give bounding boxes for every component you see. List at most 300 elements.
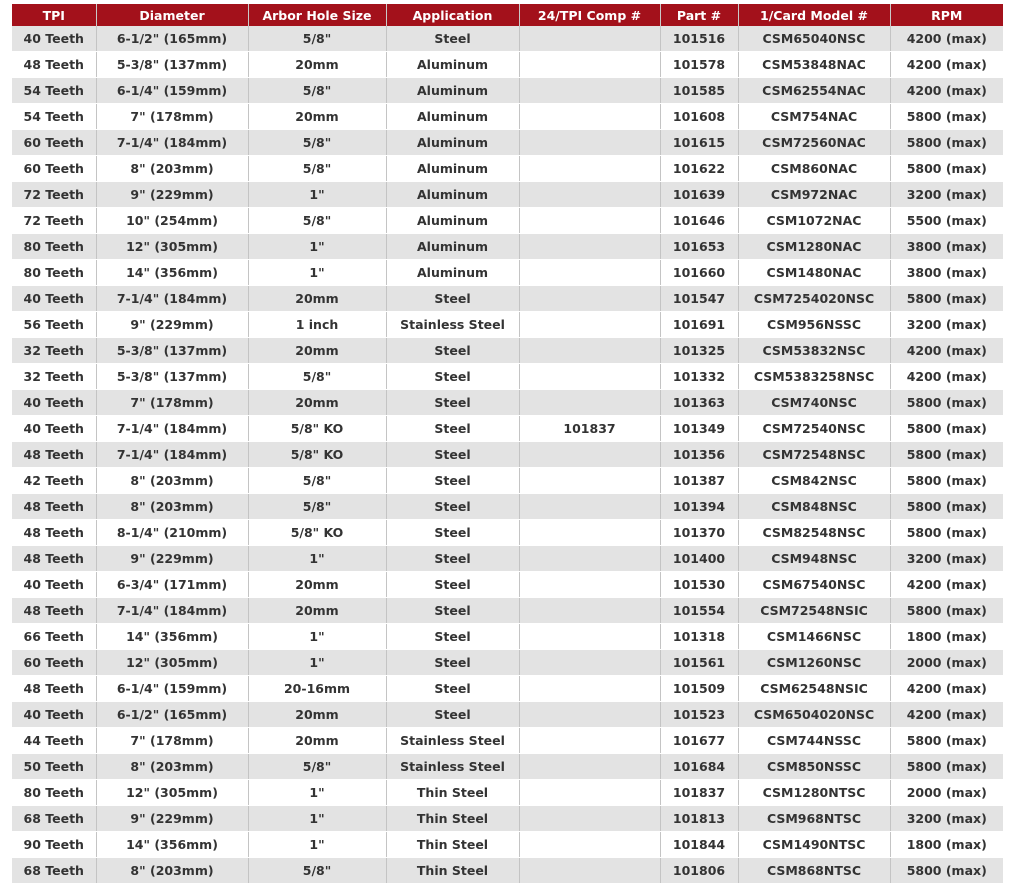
table-row [12, 416, 1003, 442]
cell-rpm: 3200 (max) [890, 182, 1003, 208]
cell-tpi: 54 Teeth [12, 78, 96, 104]
cell-diameter: 8" (203mm) [96, 156, 248, 182]
cell-tpi: 60 Teeth [12, 156, 96, 182]
table-row [12, 234, 1003, 260]
cell-model-number: CSM7254020NSC [738, 286, 890, 312]
table-row [12, 702, 1003, 728]
cell-application: Thin Steel [386, 806, 519, 832]
cell-arbor-hole-size: 5/8" [248, 26, 386, 52]
cell-model-number: CSM62548NSIC [738, 676, 890, 702]
table-row [12, 728, 1003, 754]
cell-part-number: 101622 [660, 156, 738, 182]
cell-model-number: CSM1280NAC [738, 234, 890, 260]
table-row [12, 26, 1003, 52]
table-row [12, 312, 1003, 338]
cell-arbor-hole-size: 5/8" [248, 78, 386, 104]
cell-comp-number [519, 624, 660, 650]
cell-rpm: 5800 (max) [890, 598, 1003, 624]
cell-application: Steel [386, 338, 519, 364]
cell-arbor-hole-size: 5/8" KO [248, 520, 386, 546]
cell-diameter: 7-1/4" (184mm) [96, 416, 248, 442]
cell-application: Thin Steel [386, 780, 519, 806]
table-row [12, 156, 1003, 182]
cell-tpi: 40 Teeth [12, 416, 96, 442]
cell-comp-number [519, 442, 660, 468]
cell-arbor-hole-size: 20mm [248, 338, 386, 364]
cell-application: Steel [386, 494, 519, 520]
table-row [12, 52, 1003, 78]
cell-model-number: CSM1260NSC [738, 650, 890, 676]
cell-application: Aluminum [386, 208, 519, 234]
cell-diameter: 12" (305mm) [96, 650, 248, 676]
table-body [12, 26, 1003, 884]
cell-diameter: 14" (356mm) [96, 260, 248, 286]
cell-rpm: 5800 (max) [890, 858, 1003, 884]
cell-diameter: 12" (305mm) [96, 780, 248, 806]
cell-application: Steel [386, 442, 519, 468]
cell-comp-number [519, 572, 660, 598]
cell-model-number: CSM972NAC [738, 182, 890, 208]
cell-part-number: 101646 [660, 208, 738, 234]
cell-rpm: 4200 (max) [890, 78, 1003, 104]
cell-application: Steel [386, 520, 519, 546]
cell-application: Steel [386, 416, 519, 442]
cell-tpi: 48 Teeth [12, 494, 96, 520]
cell-rpm: 1800 (max) [890, 624, 1003, 650]
cell-rpm: 5800 (max) [890, 494, 1003, 520]
cell-arbor-hole-size: 5/8" [248, 156, 386, 182]
cell-part-number: 101684 [660, 754, 738, 780]
cell-tpi: 80 Teeth [12, 234, 96, 260]
cell-comp-number [519, 754, 660, 780]
table-row [12, 78, 1003, 104]
cell-part-number: 101394 [660, 494, 738, 520]
cell-application: Steel [386, 572, 519, 598]
table-row [12, 546, 1003, 572]
cell-diameter: 6-1/4" (159mm) [96, 676, 248, 702]
cell-diameter: 8" (203mm) [96, 858, 248, 884]
cell-diameter: 7" (178mm) [96, 390, 248, 416]
cell-model-number: CSM848NSC [738, 494, 890, 520]
spec-table-container [12, 4, 1003, 884]
cell-comp-number [519, 702, 660, 728]
cell-tpi: 48 Teeth [12, 676, 96, 702]
cell-rpm: 1800 (max) [890, 832, 1003, 858]
cell-part-number: 101837 [660, 780, 738, 806]
cell-rpm: 3800 (max) [890, 260, 1003, 286]
cell-model-number: CSM1480NAC [738, 260, 890, 286]
cell-comp-number [519, 52, 660, 78]
cell-rpm: 5800 (max) [890, 130, 1003, 156]
cell-arbor-hole-size: 5/8" KO [248, 442, 386, 468]
table-row [12, 598, 1003, 624]
cell-rpm: 4200 (max) [890, 676, 1003, 702]
cell-comp-number [519, 156, 660, 182]
cell-comp-number [519, 26, 660, 52]
cell-application: Steel [386, 26, 519, 52]
cell-tpi: 72 Teeth [12, 182, 96, 208]
cell-diameter: 14" (356mm) [96, 624, 248, 650]
cell-diameter: 5-3/8" (137mm) [96, 364, 248, 390]
table-row [12, 468, 1003, 494]
cell-application: Stainless Steel [386, 312, 519, 338]
cell-comp-number [519, 832, 660, 858]
cell-comp-number [519, 390, 660, 416]
cell-model-number: CSM6504020NSC [738, 702, 890, 728]
cell-comp-number [519, 182, 660, 208]
cell-arbor-hole-size: 1" [248, 260, 386, 286]
cell-part-number: 101530 [660, 572, 738, 598]
cell-comp-number [519, 260, 660, 286]
cell-arbor-hole-size: 20mm [248, 702, 386, 728]
cell-tpi: 56 Teeth [12, 312, 96, 338]
cell-part-number: 101332 [660, 364, 738, 390]
table-row [12, 104, 1003, 130]
cell-tpi: 50 Teeth [12, 754, 96, 780]
cell-tpi: 80 Teeth [12, 780, 96, 806]
cell-part-number: 101516 [660, 26, 738, 52]
cell-application: Thin Steel [386, 832, 519, 858]
cell-arbor-hole-size: 1" [248, 780, 386, 806]
cell-rpm: 5800 (max) [890, 442, 1003, 468]
cell-model-number: CSM82548NSC [738, 520, 890, 546]
cell-rpm: 5800 (max) [890, 416, 1003, 442]
cell-rpm: 5800 (max) [890, 468, 1003, 494]
cell-rpm: 5800 (max) [890, 754, 1003, 780]
cell-diameter: 5-3/8" (137mm) [96, 338, 248, 364]
cell-part-number: 101523 [660, 702, 738, 728]
cell-application: Steel [386, 676, 519, 702]
cell-diameter: 8" (203mm) [96, 494, 248, 520]
cell-application: Stainless Steel [386, 728, 519, 754]
column-header-model-number: 1/Card Model # [738, 4, 890, 26]
table-row [12, 650, 1003, 676]
cell-rpm: 4200 (max) [890, 702, 1003, 728]
table-row [12, 442, 1003, 468]
cell-diameter: 9" (229mm) [96, 546, 248, 572]
cell-part-number: 101509 [660, 676, 738, 702]
column-header-rpm: RPM [890, 4, 1003, 26]
cell-comp-number [519, 104, 660, 130]
cell-rpm: 3200 (max) [890, 806, 1003, 832]
cell-tpi: 40 Teeth [12, 286, 96, 312]
table-row [12, 624, 1003, 650]
cell-rpm: 5800 (max) [890, 520, 1003, 546]
cell-comp-number [519, 676, 660, 702]
cell-rpm: 5800 (max) [890, 728, 1003, 754]
cell-arbor-hole-size: 20mm [248, 104, 386, 130]
table-row [12, 520, 1003, 546]
cell-arbor-hole-size: 20-16mm [248, 676, 386, 702]
cell-model-number: CSM5383258NSC [738, 364, 890, 390]
header-row [12, 4, 1003, 26]
blade-spec-table [12, 4, 1003, 884]
cell-rpm: 2000 (max) [890, 650, 1003, 676]
cell-rpm: 5800 (max) [890, 156, 1003, 182]
cell-tpi: 48 Teeth [12, 52, 96, 78]
cell-model-number: CSM850NSSC [738, 754, 890, 780]
column-header-diameter: Diameter [96, 4, 248, 26]
cell-tpi: 44 Teeth [12, 728, 96, 754]
table-row [12, 494, 1003, 520]
cell-tpi: 68 Teeth [12, 806, 96, 832]
cell-tpi: 48 Teeth [12, 546, 96, 572]
cell-arbor-hole-size: 20mm [248, 390, 386, 416]
table-header [12, 4, 1003, 26]
cell-rpm: 4200 (max) [890, 52, 1003, 78]
cell-diameter: 7" (178mm) [96, 728, 248, 754]
table-row [12, 832, 1003, 858]
cell-diameter: 7" (178mm) [96, 104, 248, 130]
cell-model-number: CSM842NSC [738, 468, 890, 494]
cell-model-number: CSM62554NAC [738, 78, 890, 104]
cell-arbor-hole-size: 5/8" [248, 754, 386, 780]
cell-rpm: 5800 (max) [890, 104, 1003, 130]
cell-part-number: 101639 [660, 182, 738, 208]
cell-part-number: 101387 [660, 468, 738, 494]
cell-arbor-hole-size: 1" [248, 182, 386, 208]
cell-application: Steel [386, 546, 519, 572]
cell-comp-number [519, 468, 660, 494]
cell-arbor-hole-size: 1" [248, 234, 386, 260]
cell-model-number: CSM740NSC [738, 390, 890, 416]
cell-part-number: 101660 [660, 260, 738, 286]
cell-diameter: 8" (203mm) [96, 754, 248, 780]
cell-tpi: 66 Teeth [12, 624, 96, 650]
cell-tpi: 60 Teeth [12, 130, 96, 156]
table-row [12, 754, 1003, 780]
cell-arbor-hole-size: 1 inch [248, 312, 386, 338]
cell-arbor-hole-size: 20mm [248, 598, 386, 624]
cell-tpi: 48 Teeth [12, 442, 96, 468]
cell-model-number: CSM968NTSC [738, 806, 890, 832]
cell-part-number: 101400 [660, 546, 738, 572]
cell-tpi: 48 Teeth [12, 520, 96, 546]
cell-comp-number [519, 364, 660, 390]
cell-tpi: 90 Teeth [12, 832, 96, 858]
cell-part-number: 101608 [660, 104, 738, 130]
cell-model-number: CSM1072NAC [738, 208, 890, 234]
column-header-arbor-hole-size: Arbor Hole Size [248, 4, 386, 26]
cell-comp-number [519, 806, 660, 832]
cell-application: Aluminum [386, 182, 519, 208]
cell-model-number: CSM53832NSC [738, 338, 890, 364]
table-row [12, 364, 1003, 390]
cell-model-number: CSM65040NSC [738, 26, 890, 52]
cell-arbor-hole-size: 5/8" [248, 208, 386, 234]
cell-comp-number [519, 546, 660, 572]
cell-part-number: 101578 [660, 52, 738, 78]
cell-arbor-hole-size: 1" [248, 832, 386, 858]
cell-part-number: 101677 [660, 728, 738, 754]
cell-tpi: 40 Teeth [12, 702, 96, 728]
cell-diameter: 6-1/4" (159mm) [96, 78, 248, 104]
cell-comp-number [519, 78, 660, 104]
cell-model-number: CSM72560NAC [738, 130, 890, 156]
cell-model-number: CSM72540NSC [738, 416, 890, 442]
cell-diameter: 6-1/2" (165mm) [96, 702, 248, 728]
cell-arbor-hole-size: 1" [248, 806, 386, 832]
cell-rpm: 5500 (max) [890, 208, 1003, 234]
cell-rpm: 4200 (max) [890, 338, 1003, 364]
cell-application: Aluminum [386, 156, 519, 182]
cell-arbor-hole-size: 5/8" [248, 468, 386, 494]
table-row [12, 780, 1003, 806]
cell-application: Steel [386, 286, 519, 312]
table-row [12, 260, 1003, 286]
cell-tpi: 68 Teeth [12, 858, 96, 884]
cell-application: Steel [386, 390, 519, 416]
cell-part-number: 101318 [660, 624, 738, 650]
cell-part-number: 101561 [660, 650, 738, 676]
cell-tpi: 80 Teeth [12, 260, 96, 286]
cell-model-number: CSM72548NSIC [738, 598, 890, 624]
cell-arbor-hole-size: 5/8" [248, 130, 386, 156]
cell-application: Steel [386, 468, 519, 494]
cell-arbor-hole-size: 5/8" KO [248, 416, 386, 442]
cell-model-number: CSM956NSSC [738, 312, 890, 338]
table-row [12, 858, 1003, 884]
cell-comp-number [519, 234, 660, 260]
cell-tpi: 60 Teeth [12, 650, 96, 676]
cell-application: Steel [386, 650, 519, 676]
cell-application: Steel [386, 364, 519, 390]
table-row [12, 390, 1003, 416]
cell-diameter: 7-1/4" (184mm) [96, 442, 248, 468]
cell-model-number: CSM744NSSC [738, 728, 890, 754]
cell-rpm: 2000 (max) [890, 780, 1003, 806]
cell-application: Aluminum [386, 260, 519, 286]
table-row [12, 182, 1003, 208]
cell-application: Steel [386, 702, 519, 728]
cell-diameter: 7-1/4" (184mm) [96, 130, 248, 156]
cell-comp-number [519, 286, 660, 312]
cell-rpm: 3800 (max) [890, 234, 1003, 260]
cell-comp-number [519, 494, 660, 520]
cell-part-number: 101615 [660, 130, 738, 156]
cell-part-number: 101349 [660, 416, 738, 442]
cell-comp-number [519, 858, 660, 884]
cell-diameter: 7-1/4" (184mm) [96, 598, 248, 624]
cell-part-number: 101356 [660, 442, 738, 468]
cell-diameter: 5-3/8" (137mm) [96, 52, 248, 78]
cell-arbor-hole-size: 20mm [248, 572, 386, 598]
cell-application: Thin Steel [386, 858, 519, 884]
cell-part-number: 101554 [660, 598, 738, 624]
cell-comp-number [519, 130, 660, 156]
cell-part-number: 101363 [660, 390, 738, 416]
cell-tpi: 40 Teeth [12, 390, 96, 416]
cell-arbor-hole-size: 20mm [248, 728, 386, 754]
cell-part-number: 101844 [660, 832, 738, 858]
column-header-comp-number: 24/TPI Comp # [519, 4, 660, 26]
cell-model-number: CSM860NAC [738, 156, 890, 182]
cell-diameter: 7-1/4" (184mm) [96, 286, 248, 312]
cell-diameter: 9" (229mm) [96, 182, 248, 208]
cell-application: Aluminum [386, 78, 519, 104]
cell-rpm: 5800 (max) [890, 390, 1003, 416]
cell-tpi: 48 Teeth [12, 598, 96, 624]
table-row [12, 130, 1003, 156]
cell-application: Aluminum [386, 234, 519, 260]
cell-tpi: 40 Teeth [12, 26, 96, 52]
cell-model-number: CSM1466NSC [738, 624, 890, 650]
cell-arbor-hole-size: 20mm [248, 286, 386, 312]
cell-tpi: 32 Teeth [12, 364, 96, 390]
cell-model-number: CSM868NTSC [738, 858, 890, 884]
cell-tpi: 32 Teeth [12, 338, 96, 364]
cell-diameter: 14" (356mm) [96, 832, 248, 858]
cell-part-number: 101691 [660, 312, 738, 338]
cell-model-number: CSM948NSC [738, 546, 890, 572]
cell-comp-number [519, 520, 660, 546]
cell-diameter: 12" (305mm) [96, 234, 248, 260]
cell-tpi: 40 Teeth [12, 572, 96, 598]
cell-rpm: 3200 (max) [890, 546, 1003, 572]
cell-application: Steel [386, 624, 519, 650]
cell-arbor-hole-size: 5/8" [248, 364, 386, 390]
table-row [12, 208, 1003, 234]
cell-diameter: 10" (254mm) [96, 208, 248, 234]
cell-diameter: 6-3/4" (171mm) [96, 572, 248, 598]
cell-comp-number [519, 338, 660, 364]
cell-diameter: 8-1/4" (210mm) [96, 520, 248, 546]
cell-rpm: 3200 (max) [890, 312, 1003, 338]
cell-comp-number [519, 780, 660, 806]
column-header-tpi: TPI [12, 4, 96, 26]
cell-comp-number [519, 650, 660, 676]
cell-rpm: 5800 (max) [890, 286, 1003, 312]
cell-application: Aluminum [386, 130, 519, 156]
table-row [12, 572, 1003, 598]
cell-application: Aluminum [386, 104, 519, 130]
cell-model-number: CSM1490NTSC [738, 832, 890, 858]
cell-rpm: 4200 (max) [890, 26, 1003, 52]
cell-arbor-hole-size: 5/8" [248, 858, 386, 884]
cell-comp-number [519, 312, 660, 338]
cell-diameter: 6-1/2" (165mm) [96, 26, 248, 52]
cell-part-number: 101813 [660, 806, 738, 832]
cell-part-number: 101370 [660, 520, 738, 546]
cell-model-number: CSM72548NSC [738, 442, 890, 468]
cell-tpi: 72 Teeth [12, 208, 96, 234]
column-header-part-number: Part # [660, 4, 738, 26]
cell-rpm: 4200 (max) [890, 572, 1003, 598]
cell-model-number: CSM53848NAC [738, 52, 890, 78]
cell-arbor-hole-size: 1" [248, 624, 386, 650]
cell-model-number: CSM1280NTSC [738, 780, 890, 806]
cell-rpm: 4200 (max) [890, 364, 1003, 390]
cell-diameter: 8" (203mm) [96, 468, 248, 494]
cell-arbor-hole-size: 5/8" [248, 494, 386, 520]
cell-tpi: 54 Teeth [12, 104, 96, 130]
cell-diameter: 9" (229mm) [96, 312, 248, 338]
cell-arbor-hole-size: 20mm [248, 52, 386, 78]
cell-model-number: CSM754NAC [738, 104, 890, 130]
cell-comp-number [519, 728, 660, 754]
cell-arbor-hole-size: 1" [248, 650, 386, 676]
cell-comp-number: 101837 [519, 416, 660, 442]
cell-tpi: 42 Teeth [12, 468, 96, 494]
column-header-application: Application [386, 4, 519, 26]
cell-part-number: 101547 [660, 286, 738, 312]
table-row [12, 676, 1003, 702]
cell-diameter: 9" (229mm) [96, 806, 248, 832]
cell-application: Aluminum [386, 52, 519, 78]
cell-arbor-hole-size: 1" [248, 546, 386, 572]
table-row [12, 286, 1003, 312]
table-row [12, 338, 1003, 364]
